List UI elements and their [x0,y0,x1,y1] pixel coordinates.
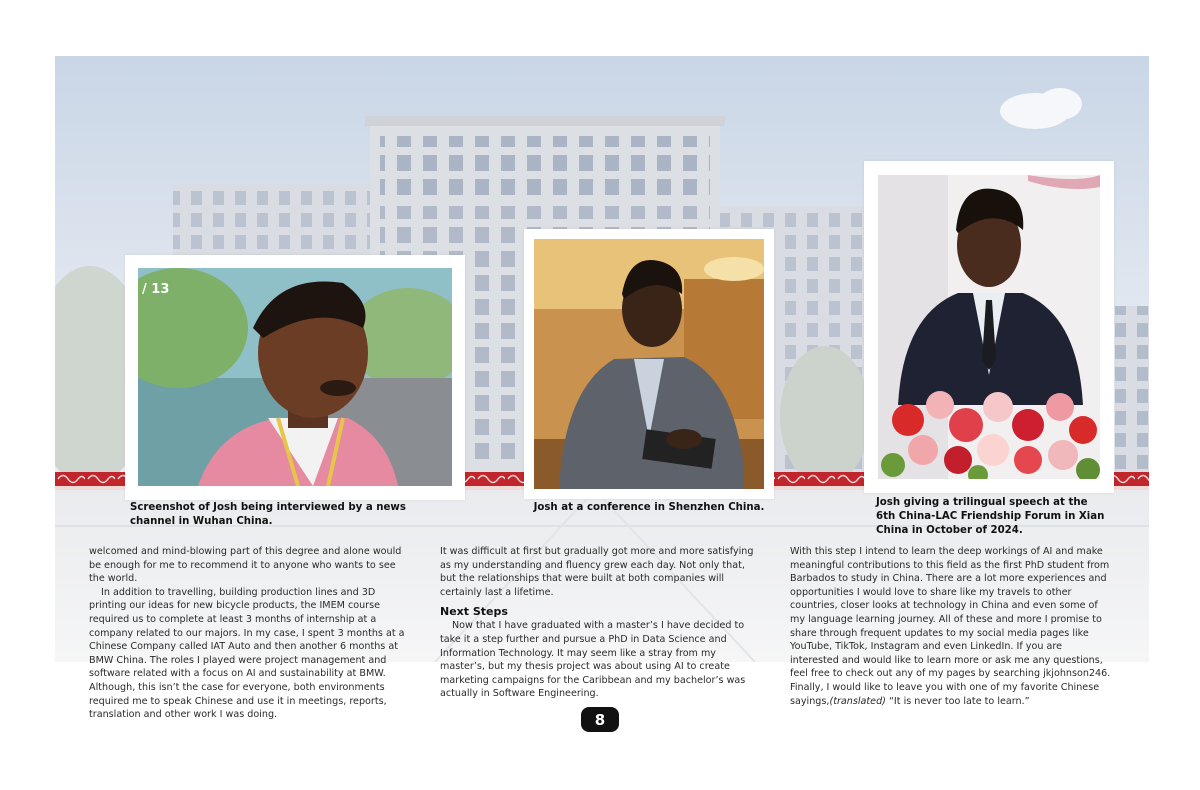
speech-caption: Josh giving a trilingual speech at the 6th China-LAC Friendship Forum in Xian China in October of 2024. [876,497,1105,536]
left-paragraph-2: In addition to travelling, building production lines and 3D printing our ideas for new bicycle products, the IMEM course required us to complete at least 3 months of internship at a company related to our majors. In my case, I spent 3 months at a Chinese Company called IAT Auto and then another 6 months at BMW China. The roles I played were project management and software related with a focus on AI and sustainability at BMW. Although, this isn’t the case for everyone, both environments required me to speak Chinese and use it in meetings, reports, translation and other work I was doing. [89,586,405,721]
speech-photo-frame [864,161,1114,493]
interview-photo [138,268,452,486]
right-paragraph-1 [790,545,1112,708]
left-paragraph-1: welcomed and mind-blowing part of this degree and alone would be enough for me to recommend it to anyone who wants to see the world. [89,546,402,585]
speech-photo [878,175,1100,479]
interview-caption: Screenshot of Josh being interviewed by a news channel in Wuhan China. [130,502,406,527]
next-steps-heading: Next Steps [440,605,508,619]
right-paragraph-main: With this step I intend to learn the deep workings of AI and make meaningful contributions to this field as the first PhD student from Barbados to study in China. There are a lot more experiences and opportunities I would love to share like my travels to other countries, closer looks at technology in China and even some of my language learning journey. All of these and more I promise to share through frequent updates to my social media pages like YouTube, TikTok, Instagram and even LinkedIn. If you are interested and would like to learn more or ask me any questions, feel free to check out any of my pages by searching jkjohnson246. Finally, I would like to leave you with one of my favorite Chinese sayings, [790,546,1111,707]
text-column-right [790,545,1112,708]
interview-photo-frame [125,255,465,500]
text-column-middle [440,545,758,701]
middle-paragraph-2: Now that I have graduated with a master’s I have decided to take it a step further and pursue a PhD in Data Science and Information Technology. It may seem like a stray from my master’s, but my thesis project was about using AI to create marketing campaigns for the Caribbean and my bachelor’s was actually in Software Engineering. [440,620,746,700]
text-column-left [89,545,407,722]
page-number: 8 [581,707,619,732]
translated-note: (translated) [829,695,886,707]
conference-photo-frame [524,229,774,499]
broadcast-overlay-text: / 13 [142,282,170,297]
chinese-saying: “It is never too late to learn.” [885,695,1030,707]
conference-photo [534,239,764,489]
middle-paragraph-1: It was difficult at first but gradually got more and more satisfying as my understanding and fluency grew each day. Not only that, but the relationships that were built at both companies will certainly last a lifetime. [440,546,754,598]
conference-caption: Josh at a conference in Shenzhen China. [533,502,765,513]
